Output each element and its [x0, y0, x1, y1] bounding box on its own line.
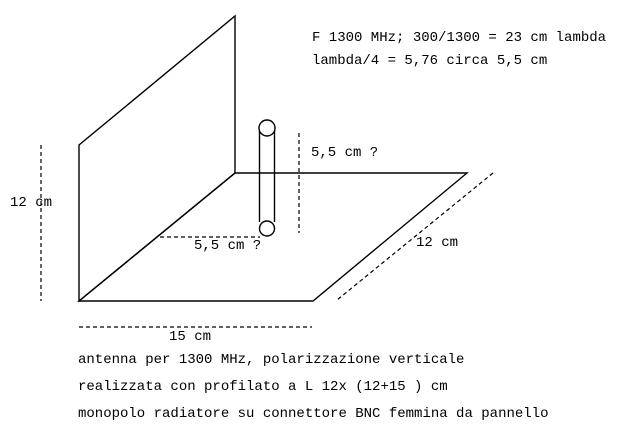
panel-height-dimension-label: 12 cm — [10, 195, 53, 211]
caption-line1: antenna per 1300 MHz, polarizzazione verticale — [78, 352, 465, 368]
monopole-top-cap — [259, 120, 275, 136]
plate-width-dimension-label: 15 cm — [169, 329, 212, 345]
monopole-height-dimension-label: 5,5 cm ? — [311, 145, 379, 161]
plate-depth-dimension-label: 12 cm — [416, 235, 459, 251]
plate-depth-dimension-line — [337, 173, 493, 300]
base-plate-outline — [79, 173, 467, 301]
monopole-base-connector — [260, 221, 275, 236]
frequency-note-line2: lambda/4 = 5,76 circa 5,5 cm — [312, 53, 548, 69]
frequency-note-line1: F 1300 MHz; 300/1300 = 23 cm lambda — [312, 30, 607, 46]
caption-line2: realizzata con profilato a L 12x (12+15 ) cm — [78, 379, 448, 395]
monopole-offset-dimension-label: 5,5 cm ? — [194, 238, 262, 254]
reflector-panel-outline — [79, 16, 235, 301]
caption-line3: monopolo radiatore su connettore BNC femmina da pannello — [78, 406, 549, 422]
